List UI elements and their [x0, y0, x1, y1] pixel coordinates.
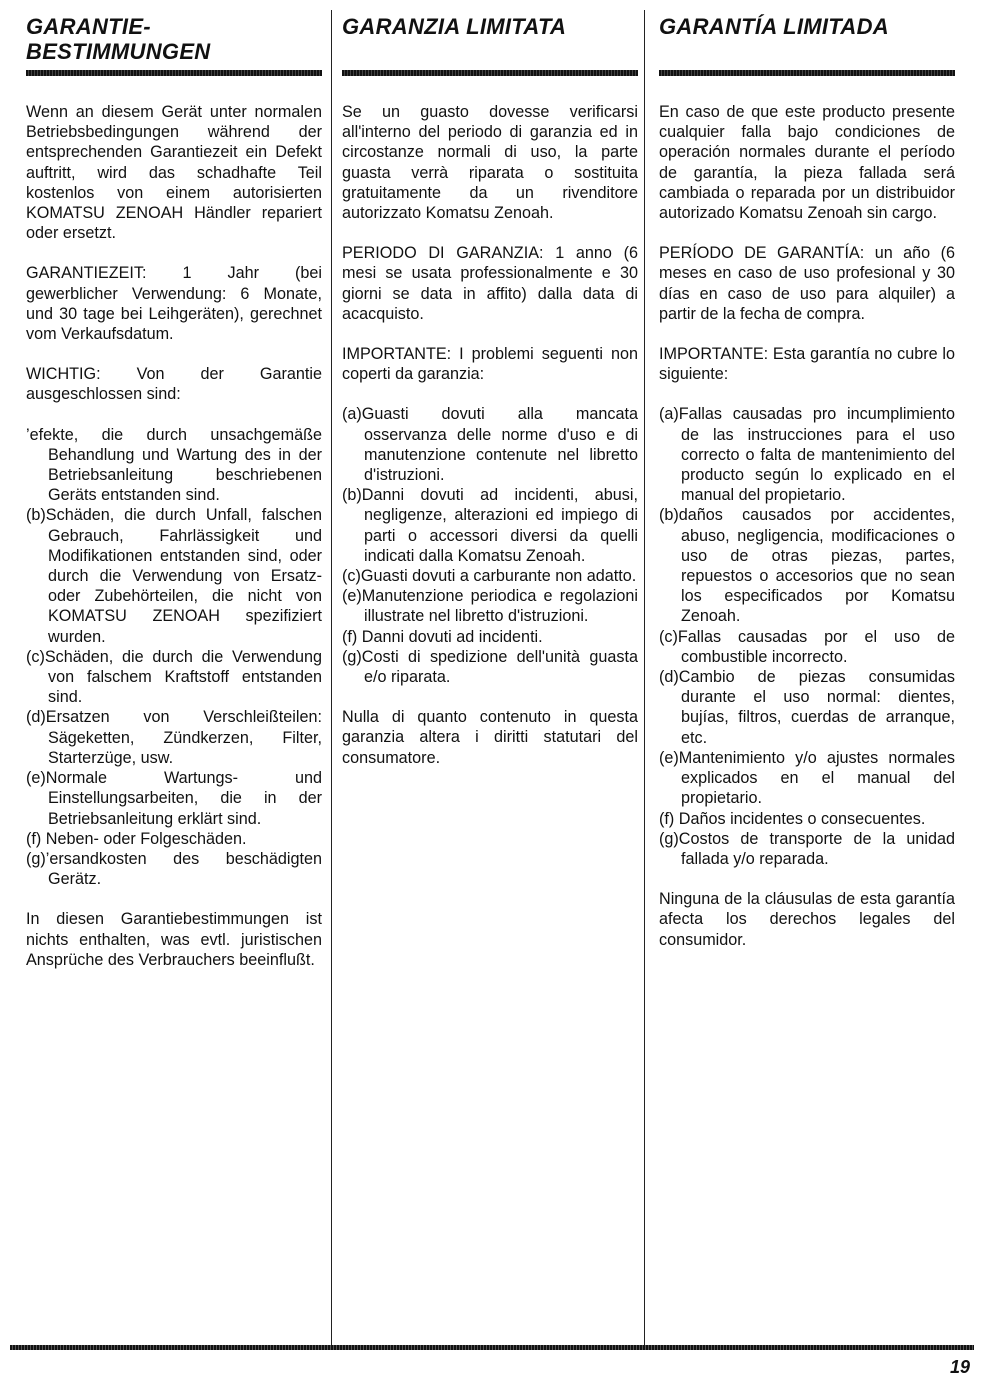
list-item-text: daños causados por accidentes, abuso, negligencia, modificaciones o uso de otras piezas, partes, repuestos o accesorios que no sean los especificados por Komatsu Zenoah. [678, 506, 955, 626]
list-marker: (d) [26, 708, 46, 727]
list-item-text: Fallas causadas por el uso de combustible incorrecto. [677, 627, 955, 666]
list-item-text: Mantenimiento y/o ajustes normales explicados en el manual del propietario. [678, 748, 955, 808]
column-divider [644, 10, 645, 1345]
footer-rule [10, 1345, 974, 1350]
list-item [26, 829, 322, 849]
list-item [26, 425, 322, 506]
list-marker: (f) [342, 627, 358, 646]
list-marker: (c) [342, 567, 361, 586]
closing-paragraph: In diesen Garantiebestimmungen ist nichts enthalten, was evtl. juristischen Ansprüche des Verbrauchers beeinflußt. [26, 910, 322, 969]
list-marker: (g) [26, 849, 46, 868]
intro-paragraph: Se un guasto dovesse verificarsi all'interno del periodo di garanzia ed in circostanze normali di uso, la parte guasta verrà riparata o sostituita gratuitamente da un rivenditore autorizzato Komatsu Zenoah. [342, 103, 638, 223]
list-item [342, 586, 638, 626]
list-item-text: Costi di spedizione dell'unità guasta e/o riparata. [361, 647, 638, 687]
section-title: GARANZIA LIMITATA [342, 14, 567, 39]
list-marker: (g) [342, 647, 362, 666]
title-line-1: GARANTIE- [26, 14, 151, 39]
important-paragraph: IMPORTANTE: I problemi seguenti non coperti da garanzia: [342, 345, 638, 384]
exclusions-list [26, 425, 322, 890]
list-item-text: Neben- oder Folgeschäden. [41, 829, 247, 848]
list-item [342, 485, 638, 566]
list-item-text: Fallas causadas pro incumplimiento de las instrucciones para el uso correcto o falta de mantenimiento del producto según lo explicado en el manual del propietario. [678, 405, 955, 505]
list-item-text: Manutenzione periodica e regolazioni illustrate nel libretto d'istruzioni. [361, 587, 638, 626]
warranty-period-paragraph: PERÍODO DE GARANTÍA: un año (6 meses en caso de uso profesional y 30 días en caso de uso para alquiler) a partir de la fecha de compra. [659, 244, 955, 323]
list-marker: (f) [659, 809, 675, 828]
list-item-text: Danni dovuti ad incidenti. [357, 627, 543, 646]
exclusions-list [342, 404, 638, 687]
list-item [26, 768, 322, 829]
list-item [659, 667, 955, 748]
list-marker: (e) [26, 769, 46, 788]
important-paragraph: WICHTIG: Von der Garantie ausgeschlossen sind: [26, 365, 322, 404]
list-item [342, 627, 638, 647]
list-item-text: Schäden, die durch Unfall, falschen Gebrauch, Fahrlässigkeit und Modifikationen entstanden sind, oder durch die Verwendung von Ersatz- oder Zubehörteilen, die nicht von KOMATSU ZENOAH spezifiziert wurden. [45, 506, 322, 646]
list-item-text: Costos de transporte de la unidad fallada y/o reparada. [678, 829, 955, 868]
list-item [342, 566, 638, 586]
list-item-text: Cambio de piezas consumidas durante el uso normal: dientes, bujías, filtros, cuerdas de arranque, etc. [678, 668, 955, 747]
list-item [659, 627, 955, 667]
column-divider [331, 10, 332, 1345]
important-paragraph: IMPORTANTE: Esta garantía no cubre lo siguiente: [659, 345, 955, 384]
list-marker: (c) [26, 647, 45, 666]
list-item [342, 404, 638, 485]
column-italian [342, 14, 638, 788]
list-marker: (b) [342, 486, 362, 505]
intro-paragraph: Wenn an diesem Gerät unter normalen Betriebsbedingungen während der entsprechenden Garantiezeit ein Defekt auftritt, wird das schadhafte Teil kostenlos von einem autorisierten KOMATSU ZENOAH Händler repariert oder ersetzt. [26, 103, 322, 243]
list-marker: (b) [659, 506, 679, 525]
closing-paragraph: Ninguna de la cláusulas de esta garantía afecta los derechos legales del consumidor. [659, 890, 955, 949]
list-marker: (g) [659, 829, 679, 848]
section-title: GARANTÍA LIMITADA [659, 14, 889, 39]
list-item-text: ’ersandkosten des beschädigten Gerätz. [45, 849, 322, 889]
list-item-text: Schäden, die durch die Verwendung von falschem Kraftstoff entstanden sind. [44, 647, 322, 707]
title-underline-bar [659, 70, 955, 76]
list-marker: (d) [659, 668, 679, 687]
list-item [659, 809, 955, 829]
list-item-text: Danni dovuti ad incidenti, abusi, negligenze, alterazioni ed impiego di parti o accessori diversi da quelli indicati dalla Komatsu Zenoah. [361, 486, 638, 565]
list-item [342, 647, 638, 687]
list-marker: (a) [659, 405, 679, 424]
list-item [26, 647, 322, 708]
list-item [26, 505, 322, 646]
list-item [659, 404, 955, 505]
list-item-text: Ersatzen von Verschleißteilen: Sägeketten, Zündkerzen, Filter, Starterzüge, usw. [45, 708, 322, 767]
title-underline-bar [342, 70, 638, 76]
column-german [26, 14, 322, 990]
list-item-text: Guasti dovuti alla mancata osservanza delle norme d'uso e di manutenzione contenute nel libretto d'istruzioni. [361, 405, 638, 485]
intro-paragraph: En caso de que este producto presente cualquier falla bajo condiciones de operación normales durante el período de garantía, la pieza fallada será cambiada o reparada por un distribuidor autorizado Komatsu Zenoah sin cargo. [659, 103, 955, 223]
title-underline-bar [26, 70, 322, 76]
list-item-text: Daños incidentes o consecuentes. [674, 809, 926, 828]
list-item [659, 505, 955, 626]
column-spanish [659, 14, 955, 970]
list-item-text: Normale Wartungs- und Einstellungsarbeiten, die in der Betriebsanleitung erklärt sind. [45, 769, 322, 828]
exclusions-list [659, 404, 955, 869]
list-item-text: Guasti dovuti a carburante non adatto. [360, 567, 637, 586]
closing-paragraph: Nulla di quanto contenuto in questa garanzia altera i diritti statutari del consumatore. [342, 708, 638, 767]
page-number: 19 [949, 1357, 970, 1377]
section-title [26, 14, 322, 70]
list-marker: (f) [26, 829, 42, 848]
list-marker: (a) [342, 405, 362, 424]
list-marker: (e) [659, 748, 679, 767]
list-item [26, 707, 322, 768]
list-item [659, 829, 955, 869]
list-marker: (e) [342, 587, 362, 606]
list-marker: (b) [26, 506, 46, 525]
list-marker: (c) [659, 627, 678, 646]
warranty-period-paragraph: PERIODO DI GARANZIA: 1 anno (6 mesi se usata professionalmente e 30 giorni se data in affito) dalla data di acacquisto. [342, 244, 638, 323]
list-item-text: ’efekte, die durch unsachgemäße Behandlung und Wartung des in der Betriebsanleitung beschriebenen Geräts entstanden sind. [26, 425, 322, 505]
list-item [26, 849, 322, 889]
warranty-period-paragraph: GARANTIEZEIT: 1 Jahr (bei gewerblicher Verwendung: 6 Monate, und 30 tage bei Leihgeräten), gerechnet vom Verkaufsdatum. [26, 264, 322, 344]
title-line-2: BESTIMMUNGEN [26, 39, 211, 64]
list-item [659, 748, 955, 809]
